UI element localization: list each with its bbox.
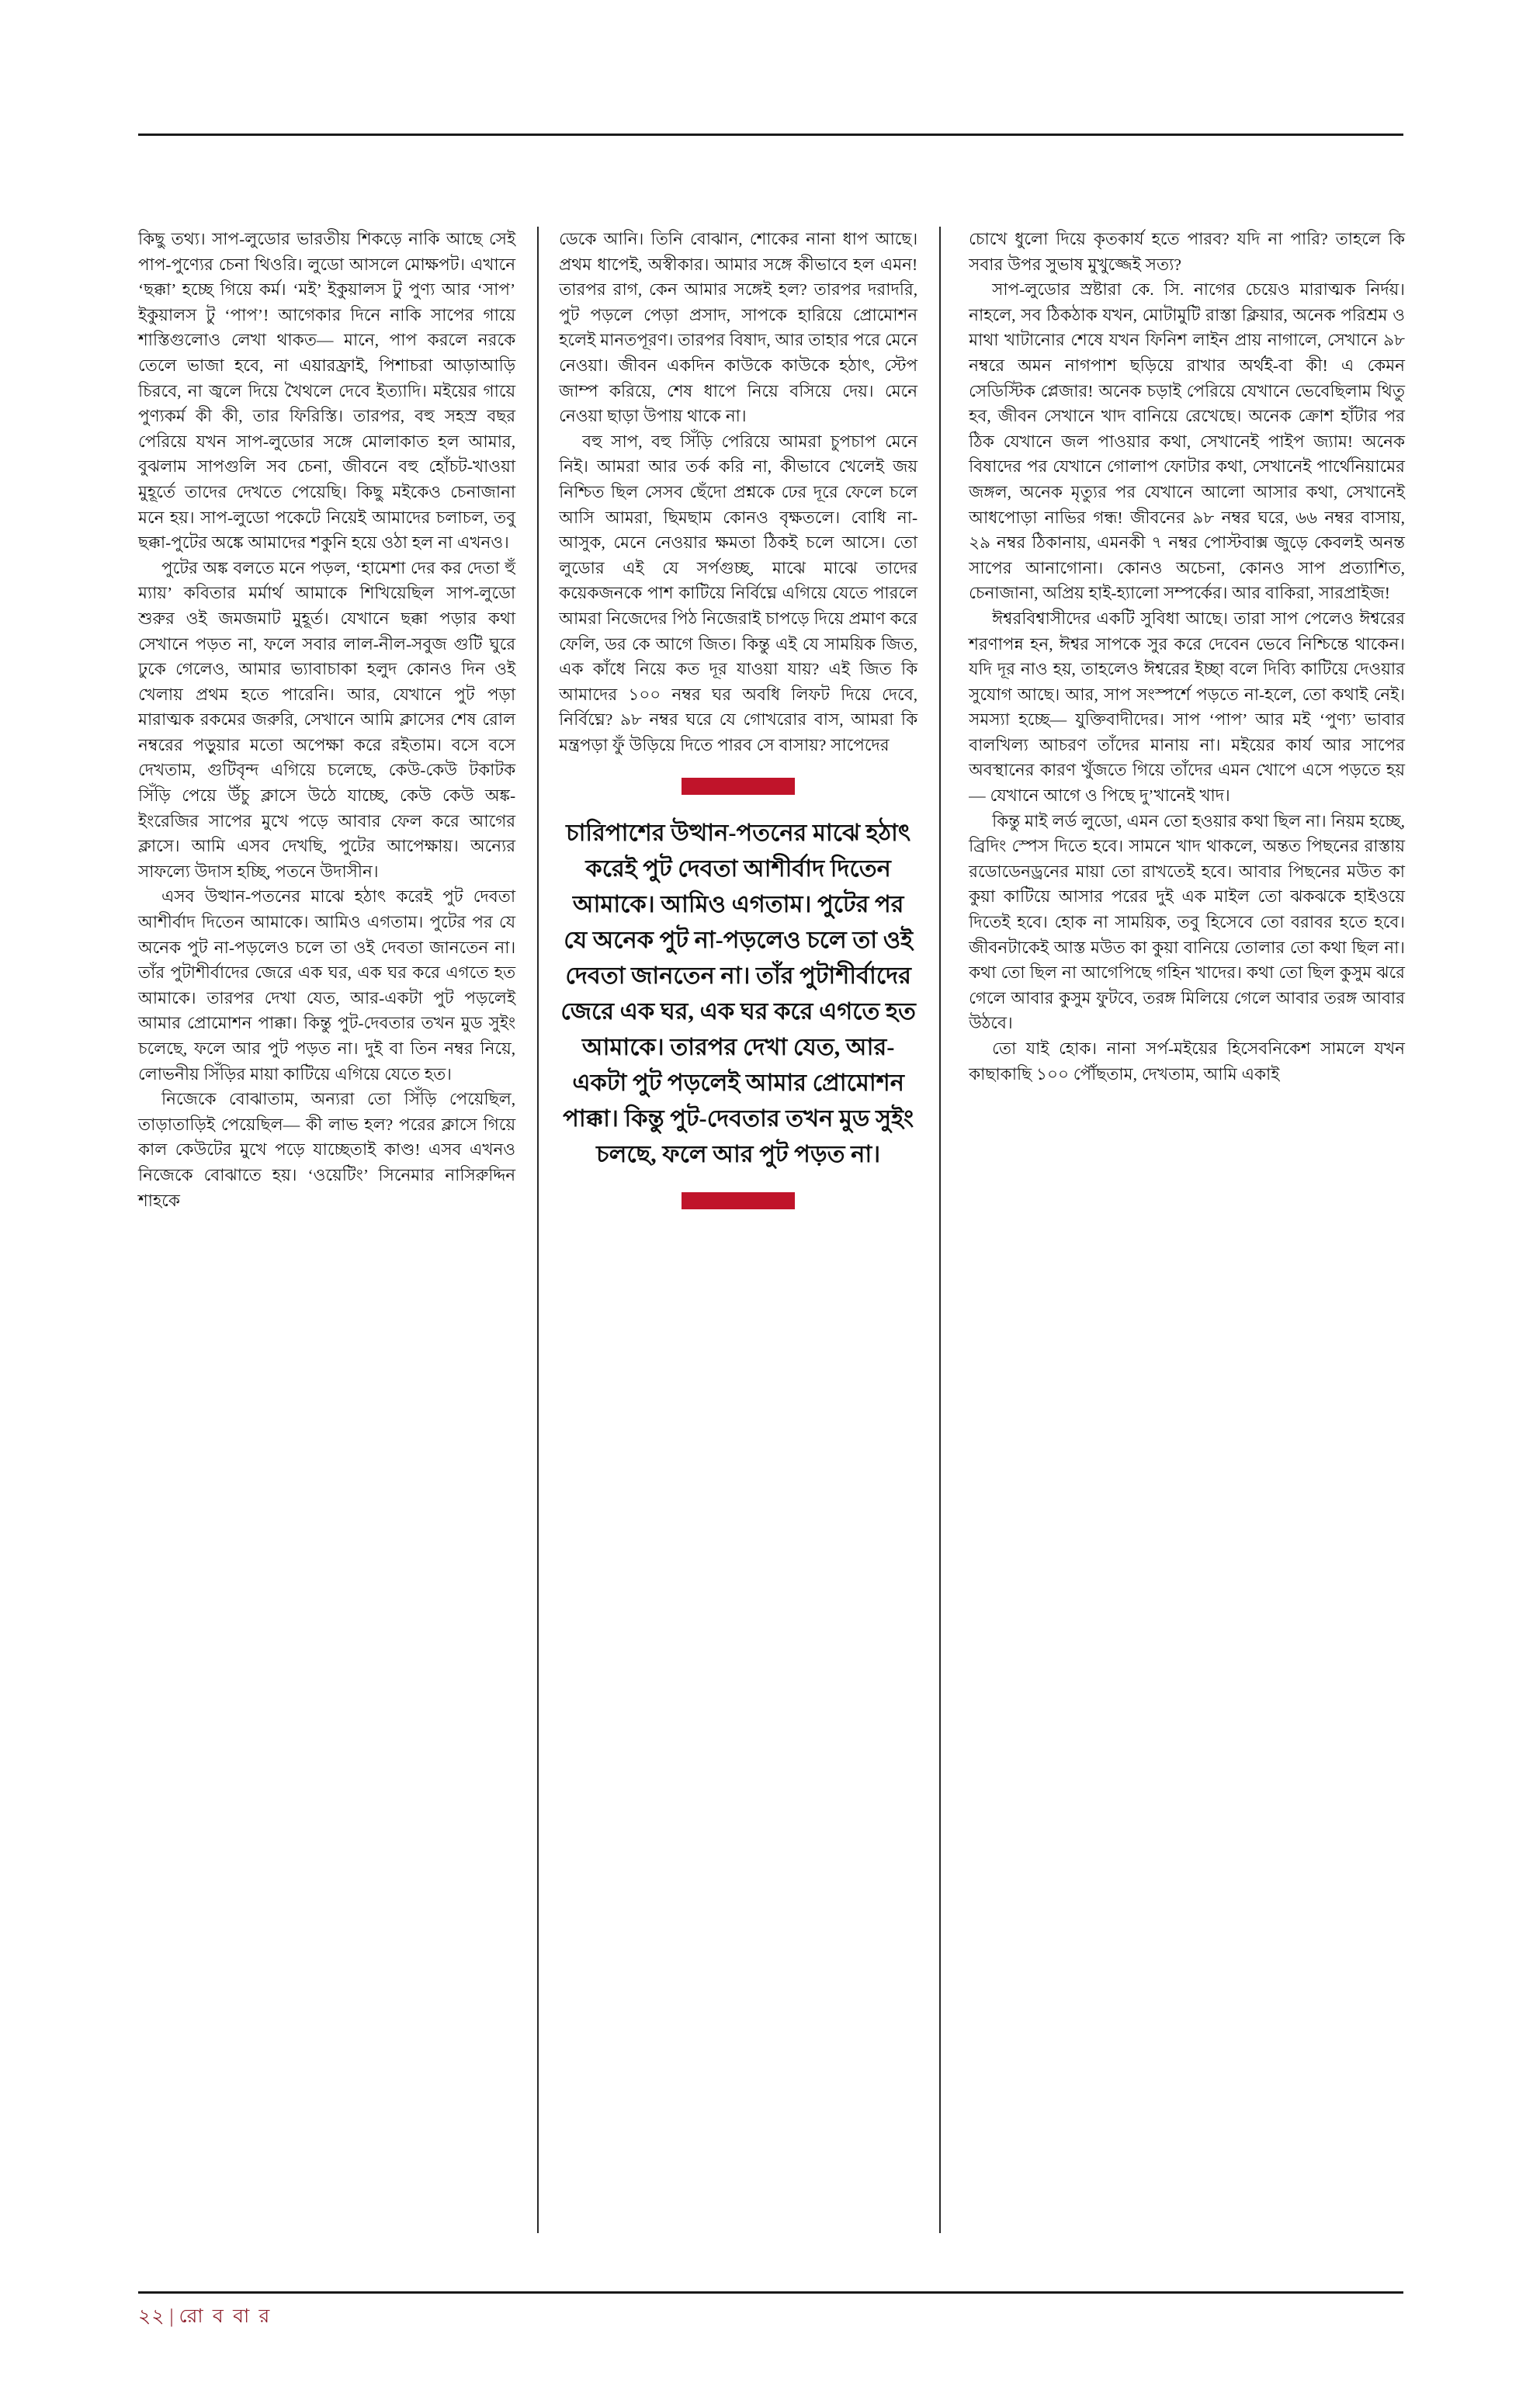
paragraph: তো যাই হোক। নানা সর্প-মইয়ের হিসেবনিকেশ সামলে যখন কাছাকাছি ১০০ পৌঁছতাম, দেখতাম, আমি একাই xyxy=(969,1039,1405,1084)
pullquote-top-bar xyxy=(682,778,795,795)
pullquote-bottom-bar xyxy=(682,1192,795,1209)
paragraph: ডেকে আনি। তিনি বোঝান, শোকের নানা ধাপ আছে। প্রথম ধাপেই, অস্বীকার। আমার সঙ্গে কীভাবে হল এমন! তারপর রাগ, কেন আমার সঙ্গেই হল? তারপর দরাদরি, পুট পড়লে পেড়া প্রসাদ, সাপকে হারিয়ে প্রোমোশন হলেই মানতপূরণ। তারপর বিষাদ, আর তাহার পরে মেনে নেওয়া। জীবন একদিন কাউকে কাউকে হঠাৎ, স্টেপ জাম্প করিয়ে, শেষ ধাপে নিয়ে বসিয়ে দেয়। মেনে নেওয়া ছাড়া উপায় থাকে না। xyxy=(559,230,918,426)
paragraph: ঈশ্বরবিশ্বাসীদের একটি সুবিধা আছে। তারা সাপ পেলেও ঈশ্বরের শরণাপন্ন হন, ঈশ্বর সাপকে সুর করে দেবেন ভেবে নিশ্চিন্তে থাকেন। যদি দূর নাও হয়, তাহলেও ঈশ্বরের ইচ্ছা বলে দিব্যি কাটিয়ে দেওয়ার সুযোগ আছে। আর, সাপ সংস্পর্শে পড়তে না-হলে, তো কথাই নেই। সমস্যা হচ্ছে— যুক্তিবাদীদের। সাপ ‘পাপ’ আর মই ‘পুণ্য’ ভাবার বালখিল্য আচরণ তাঁদের মানায় না। মইয়ের কার্য আর সাপের অবস্থানের কারণ খুঁজতে গিয়ে তাঁদের এমন খোপে এসে পড়তে হয়— যেখানে আগে ও পিছে দু’খানেই খাদ। xyxy=(969,609,1406,806)
top-rule xyxy=(138,134,1403,136)
footer-rule xyxy=(138,2291,1403,2294)
pullquote-block xyxy=(559,778,917,1209)
folio xyxy=(138,2301,272,2334)
article-columns xyxy=(138,227,1405,2233)
paragraph: নিজেকে বোঝাতাম, অন্যরা তো সিঁড়ি পেয়েছিল, তাড়াতাড়িই পেয়েছিল— কী লাভ হল? পরের ক্লাসে গিয়ে কাল কেউটের মুখে পড়ে যাচ্ছেতাই কাণ্ড! এসব এখনও নিজেকে বোঝাতে হয়। ‘ওয়েটিং’ সিনেমার নাসিরুদ্দিন শাহকে xyxy=(138,1090,516,1210)
column-three xyxy=(941,227,1405,1087)
paragraph: বহু সাপ, বহু সিঁড়ি পেরিয়ে আমরা চুপচাপ মেনে নিই। আমরা আর তর্ক করি না, কীভাবে খেলেই জয় নিশ্চিত ছিল সেসব ছেঁদো প্রশ্নকে ঢের দূরে ফেলে চলে আসি আমরা, ছিমছাম কোনও বৃক্ষতলে। বোধি না-আসুক, মেনে নেওয়ার ক্ষমতা ঠিকই চলে আসে। তো লুডোর এই যে সর্পগুচ্ছ, মাঝে মাঝে তাদের কয়েকজনকে পাশ কাটিয়ে নির্বিঘ্নে এগিয়ে যেতে পারলে আমরা নিজেদের পিঠ নিজেরাই চাপড়ে দিয়ে প্রমাণ করে ফেলি, ডর কে আগে জিত। কিন্তু এই যে সাময়িক জিত, এক কাঁধে নিয়ে কত দূর যাওয়া যায়? এই জিত কি আমাদের ১০০ নম্বর ঘর অবধি লিফট দিয়ে দেবে, নির্বিঘ্নে? ৯৮ নম্বর ঘরে যে গোখরোর বাস, আমরা কি মন্ত্রপড়া ফুঁ উড়িয়ে দিতে পারব সে বাসায়? সাপেদের xyxy=(559,432,918,754)
paragraph: এসব উত্থান-পতনের মাঝে হঠাৎ করেই পুট দেবতা আশীর্বাদ দিতেন আমাকে। আমিও এগতাম। পুটের পর যে অনেক পুট না-পড়লেও চলে তা ওই দেবতা জানতেন না। তাঁর পুটাশীর্বাদের জেরে এক ঘর, এক ঘর করে এগতে হত আমাকে। তারপর দেখা যেত, আর-একটা পুট পড়লেই আমার প্রোমোশন পাক্কা। কিন্তু পুট-দেবতার তখন মুড সুইং চলেছে, ফলে আর পুট পড়ত না। দুই বা তিন নম্বর নিয়ে, লোভনীয় সিঁড়ির মায়া কাটিয়ে এগিয়ে যেতে হত। xyxy=(138,887,516,1084)
paragraph: কিন্তু মাই লর্ড লুডো, এমন তো হওয়ার কথা ছিল না। নিয়ম হচ্ছে, ব্রিদিং স্পেস দিতে হবে। সামনে খাদ থাকলে, অন্তত পিছনের রাস্তায় রডোডেনড্রনের মায়া তো রাখতেই হবে। আবার পিছনের মউত কা কুয়া কাটিয়ে আসার পরের দুই এক মাইল তো ঝকঝকে হাইওয়ে দিতেই হবে। হোক না সাময়িক, তবু হিসেবে তো বরাবর হতে হবে। জীবনটাকেই আস্ত মউত কা কুয়া বানিয়ে তোলার তো কথা ছিল না। কথা তো ছিল না আগেপিছে গহিন খাদের। কথা তো ছিল কুসুম ঝরে গেলে আবার কুসুম ফুটবে, তরঙ্গ মিলিয়ে গেলে আবার তরঙ্গ আবার উঠবে। xyxy=(969,811,1405,1033)
folio-separator: | xyxy=(169,2306,175,2327)
folio-page-number: ২২ xyxy=(138,2306,165,2327)
column-one xyxy=(138,227,537,1213)
paragraph: কিছু তথ্য। সাপ-লুডোর ভারতীয় শিকড়ে নাকি আছে সেই পাপ-পুণ্যের চেনা থিওরি। লুডো আসলে মোক্ষপট। এখানে ‘ছক্কা’ হচ্ছে গিয়ে কর্ম। ‘মই’ ইকুয়ালস টু পুণ্য আর ‘সাপ’ ইকুয়ালস টু ‘পাপ’! আগেকার দিনে নাকি সাপের গায়ে শাস্তিগুলোও লেখা থাকত— মানে, পাপ করলে নরকে তেলে ভাজা হবে, না এয়ারফ্রাই, পিশাচরা আড়াআড়ি চিরবে, না জ্বলে দিয়ে খৈথলে দেবে ইত্যাদি। মইয়ের গায়ে পুণ্যকর্ম কী কী, তার ফিরিস্তি। তারপর, বহু সহস্র বছর পেরিয়ে যখন সাপ-লুডোর সঙ্গে মোলাকাত হল আমার, বুঝলাম সাপগুলি সব চেনা, জীবনে বহু হোঁচট-খাওয়া মুহূর্তে তাদের দেখতে পেয়েছি। কিছু মইকেও চেনাজানা মনে হয়। সাপ-লুডো পকেটে নিয়েই আমাদের চলাচল, তবু ছক্কা-পুটের অঙ্কে আমাদের শকুনি হয়ে ওঠা হল না এখনও। xyxy=(138,230,516,553)
column-two xyxy=(539,227,939,1209)
magazine-name: রো ব বা র xyxy=(179,2306,272,2327)
paragraph: পুটের অঙ্ক বলতে মনে পড়ল, ‘হামেশা দের কর দেতা হুঁ ম্যায়’ কবিতার মর্মার্থ আমাকে শিখিয়েছিল সাপ-লুডো শুরুর ওই জমজমাট মুহূর্ত। যেখানে ছক্কা পড়ার কথা সেখানে পড়ত না, ফলে সবার লাল-নীল-সবুজ গুটি ঘুরে ঢুকে গেলেও, আমার ভ্যাবাচাকা হলুদ কোনও দিন ওই খেলায় প্রথম হতে পারেনি। আর, যেখানে পুট পড়া মারাত্মক রকমের জরুরি, সেখানে আমি ক্লাসের শেষ রোল নম্বরের পড়ুয়ার মতো অপেক্ষা করে রইতাম। বসে বসে দেখতাম, গুটিবৃন্দ এগিয়ে চলেছে, কেউ-কেউ টকাটক সিঁড়ি পেয়ে উঁচু ক্লাসে উঠে যাচ্ছে, কেউ কেউ অঙ্ক-ইংরেজির সাপের মুখে পড়ে আবার ফেল করে আগের ক্লাসে। আমি এসব দেখছি, পুটের আপেক্ষায়। অন্যের সাফল্যে উদাস হচ্ছি, পতনে উদাসীন। xyxy=(138,558,516,881)
page-footer xyxy=(138,2291,1403,2330)
pullquote-text: চারিপাশের উত্থান-পতনের মাঝে হঠাৎ করেই পুট দেবতা আশীর্বাদ দিতেন আমাকে। আমিও এগতাম। পুটের পর যে অনেক পুট না-পড়লেও চলে তা ওই দেবতা জানতেন না। তাঁর পুটাশীর্বাদের জেরে এক ঘর, এক ঘর করে এগতে হত আমাকে। তারপর দেখা যেত, আর-একটা পুট পড়লেই আমার প্রোমোশন পাক্কা। কিন্তু পুট-দেবতার তখন মুড সুইং চলছে, ফলে আর পুট পড়ত না। xyxy=(560,820,916,1168)
paragraph: সাপ-লুডোর স্রষ্টারা কে. সি. নাগের চেয়েও মারাত্মক নির্দয়। নাহলে, সব ঠিকঠাক যখন, মোটামুটি রাস্তা ক্লিয়ার, অনেক পরিশ্রম ও মাথা খাটানোর শেষে যখন ফিনিশ লাইন প্রায় নাগালে, সেখানে ৯৮ নম্বরে অমন নাগপাশ ছড়িয়ে রাখার অর্থই-বা কী! এ কেমন সেডিস্টিক প্লেজার! অনেক চড়াই পেরিয়ে যেখানে ভেবেছিলাম থিতু হব, জীবন সেখানে খাদ বানিয়ে রেখেছে। অনেক ক্রোশ হাঁটার পর ঠিক যেখানে জল পাওয়ার কথা, সেখানেই পাইপ জ্যাম! অনেক বিষাদের পর যেখানে গোলাপ ফোটার কথা, সেখানেই পার্থেনিয়ামের জঙ্গল, অনেক মৃত্যুর পর যেখানে আলো আসার কথা, সেখানেই আধপোড়া নাভির গন্ধ! জীবনের ৯৮ নম্বর ঘরে, ৬৬ নম্বর বাসায়, ২৯ নম্বর ঠিকানায়, এমনকী ৭ নম্বর পোস্টবাক্স জুড়ে কেবলই অনন্ত সাপের আনাগোনা। কোনও অচেনা, কোনও সাপ প্রত্যাশিত, চেনাজানা, অপ্রিয় হাই-হ্যালো সম্পর্কের। আর বাকিরা, সারপ্রাইজ! xyxy=(969,280,1405,603)
paragraph: চোখে ধুলো দিয়ে কৃতকার্য হতে পারব? যদি না পারি? তাহলে কি সবার উপর সুভাষ মুখুজ্জেই সত্য? xyxy=(969,230,1405,274)
